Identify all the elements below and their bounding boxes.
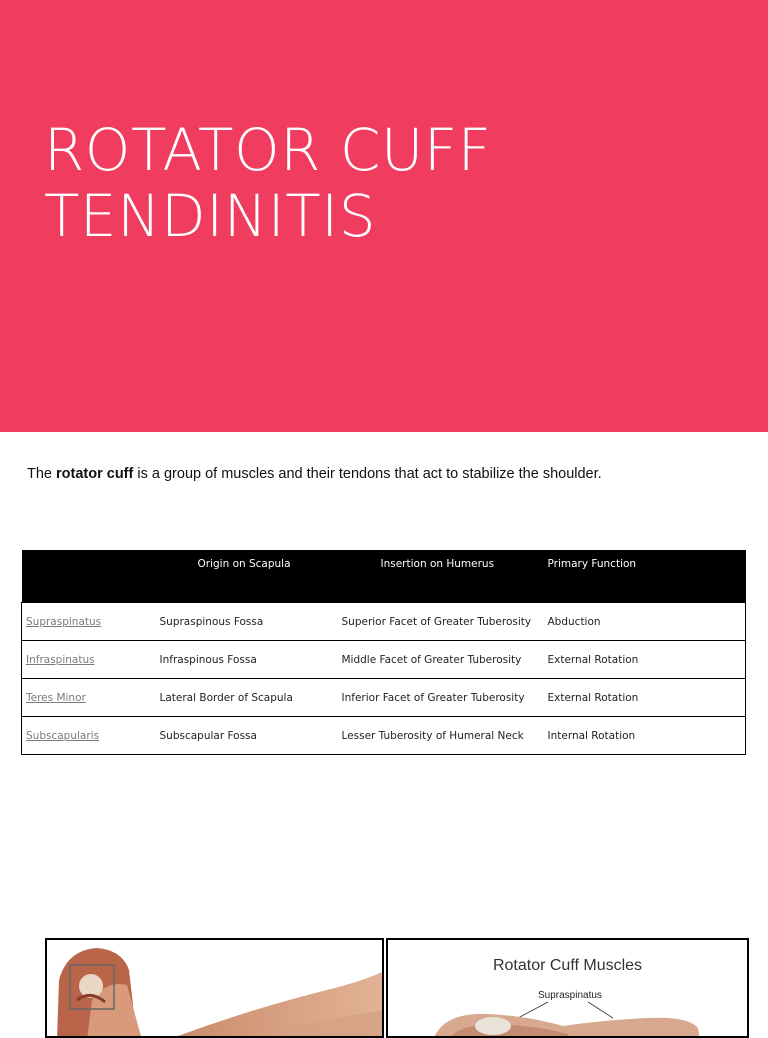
table-header-row: [22, 550, 746, 603]
origin-cell: Subscapular Fossa: [156, 717, 338, 755]
intro-suffix: is a group of muscles and their tendons that act to stabilize the shoulder.: [133, 466, 602, 482]
title-band: [0, 0, 768, 432]
function-cell: External Rotation: [544, 641, 746, 679]
intro-bold-term: rotator cuff: [56, 466, 134, 482]
shoulder-anatomy-image: [45, 938, 384, 1038]
intro-prefix: The: [27, 466, 57, 482]
table-row: [22, 603, 746, 641]
rotator-cuff-diagram: [386, 938, 749, 1038]
table-row: [22, 679, 746, 717]
insertion-cell: Middle Facet of Greater Tuberosity: [338, 641, 544, 679]
muscle-link-teres-minor[interactable]: Teres Minor: [26, 691, 86, 704]
origin-cell: Infraspinous Fossa: [156, 641, 338, 679]
header-function: Primary Function: [544, 550, 746, 603]
header-insertion: Insertion on Humerus: [338, 550, 544, 603]
header-muscle: [22, 550, 156, 603]
muscle-link-subscapularis[interactable]: Subscapularis: [26, 729, 100, 742]
rotator-cuff-diagram-drawing: [388, 940, 749, 1038]
shoulder-anatomy-illustration: [47, 940, 384, 1038]
intro-text: [27, 466, 602, 482]
muscle-name-cell: [22, 679, 156, 717]
title-line-1: ROTATOR CUFF: [44, 116, 492, 184]
origin-cell: Supraspinous Fossa: [156, 603, 338, 641]
table-row: [22, 717, 746, 755]
muscle-name-cell: [22, 603, 156, 641]
table-row: [22, 641, 746, 679]
insertion-cell: Superior Facet of Greater Tuberosity: [338, 603, 544, 641]
function-cell: Internal Rotation: [544, 717, 746, 755]
header-origin: Origin on Scapula: [156, 550, 338, 603]
muscle-link-infraspinatus[interactable]: Infraspinatus: [26, 653, 95, 666]
insertion-cell: Inferior Facet of Greater Tuberosity: [338, 679, 544, 717]
rotator-cuff-table: [21, 550, 746, 755]
muscle-name-cell: [22, 717, 156, 755]
muscle-name-cell: [22, 641, 156, 679]
origin-cell: Lateral Border of Scapula: [156, 679, 338, 717]
function-cell: External Rotation: [544, 679, 746, 717]
supraspinatus-label: Supraspinatus: [538, 990, 602, 1001]
insertion-cell: Lesser Tuberosity of Humeral Neck: [338, 717, 544, 755]
muscle-link-supraspinatus[interactable]: Supraspinatus: [26, 615, 102, 628]
title-line-2: TENDINITIS: [44, 182, 377, 250]
function-cell: Abduction: [544, 603, 746, 641]
diagram-title: Rotator Cuff Muscles: [492, 957, 643, 974]
